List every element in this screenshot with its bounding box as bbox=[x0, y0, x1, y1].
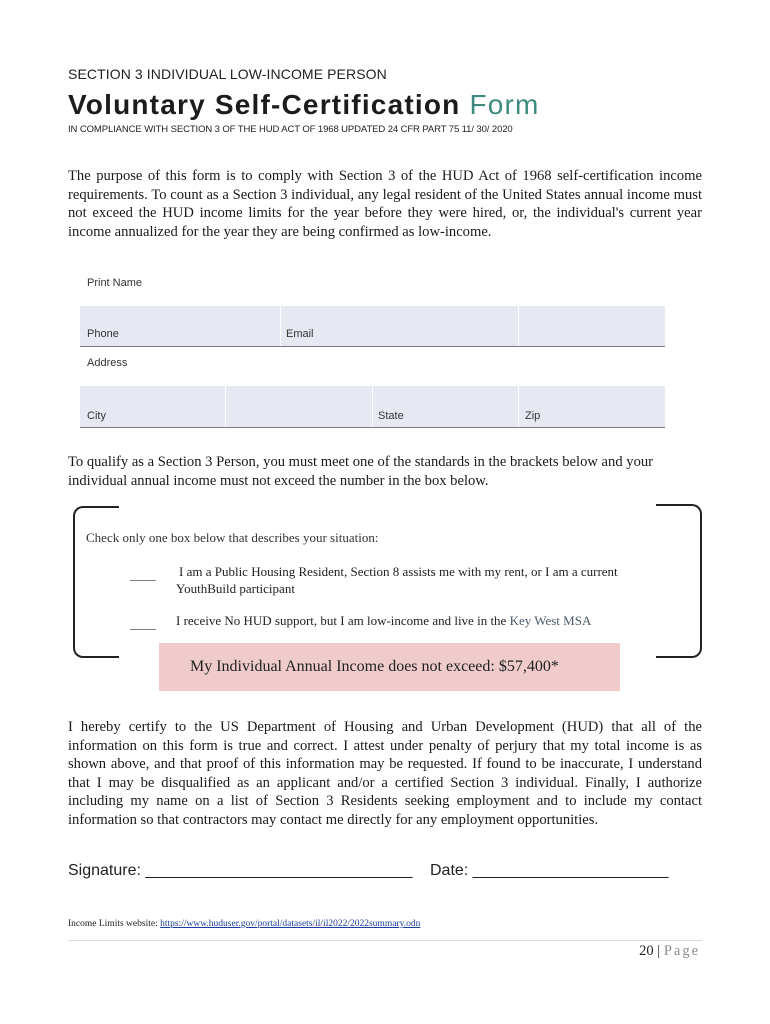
row-city-state-zip bbox=[80, 386, 665, 428]
address-label: Address bbox=[87, 357, 128, 369]
form-title bbox=[68, 89, 540, 121]
email-label: Email bbox=[286, 328, 314, 340]
purpose-paragraph: The purpose of this form is to comply with Section 3 of the HUD Act of 1968 self-certification income requirements. To count as a Section 3 individual, any legal resident of the United States annual income must not exceed the HUD income limits for the year before they were hired, or, the individual's current year income annualized for the year they are being confirmed as low-income. bbox=[68, 168, 702, 240]
form-title-accent: Form bbox=[469, 89, 540, 120]
row-phone-email bbox=[80, 306, 665, 347]
footer-divider bbox=[68, 940, 702, 941]
certification-paragraph: I hereby certify to the US Department of Housing and Urban Development (HUD) that all of the information on this form is true and correct. I attest under penalty of perjury that my total income is as shown above, and that proof of this information may be requested. If found to be inaccurate, I understand that I may be disqualified as an applicant and/or a certified Section 3 individual. Finally, I authorize including my name on a list of Section 3 Residents seeking employment and to include my contact information so that contractors may contact me directly for any employment opportunities. bbox=[68, 719, 702, 828]
page-number-separator: | bbox=[657, 943, 661, 959]
section-heading: SECTION 3 INDIVIDUAL LOW-INCOME PERSON bbox=[68, 66, 387, 82]
income-limits-note bbox=[68, 919, 420, 929]
left-bracket bbox=[73, 506, 119, 658]
zip-label: Zip bbox=[525, 410, 541, 422]
qualify-paragraph: To qualify as a Section 3 Person, you must meet one of the standards in the brackets below and your individual annual income must not exceed the number in the box below. bbox=[68, 454, 654, 489]
compliance-line: IN COMPLIANCE WITH SECTION 3 OF THE HUD ACT OF 1968 UPDATED 24 CFR PART 75 11/ 30/ 2020 bbox=[68, 124, 513, 135]
form-title-main: Voluntary Self-Certification bbox=[68, 89, 461, 120]
page-number bbox=[639, 943, 700, 960]
zip-field[interactable] bbox=[518, 386, 665, 427]
option-1-checkbox[interactable]: ____ bbox=[130, 567, 156, 582]
option-2-key-west: Key West MSA bbox=[509, 613, 592, 628]
income-limits-link[interactable]: https://www.huduser.gov/portal/datasets/il/il2022/2022summary.odn bbox=[160, 919, 421, 929]
option-2-checkbox[interactable]: ____ bbox=[130, 616, 156, 631]
signature-field[interactable]: Signature: ______________________________ bbox=[68, 862, 413, 879]
phone-label: Phone bbox=[87, 328, 119, 340]
row-address[interactable] bbox=[80, 346, 665, 387]
personal-info-table bbox=[80, 266, 665, 422]
page-number-value: 20 bbox=[639, 943, 654, 959]
income-limit-box bbox=[159, 643, 620, 691]
phone-field[interactable] bbox=[80, 306, 280, 346]
check-instruction: Check only one box below that describes your situation: bbox=[86, 530, 379, 545]
page-label: Page bbox=[663, 943, 700, 959]
city-label: City bbox=[87, 410, 106, 422]
date-field[interactable]: Date: ______________________ bbox=[430, 862, 669, 879]
state-label: State bbox=[378, 410, 404, 422]
email-field[interactable] bbox=[280, 306, 665, 346]
print-name-label: Print Name bbox=[87, 277, 143, 289]
income-limit-text: My Individual Annual Income does not exceed: $57,400* bbox=[190, 658, 559, 675]
income-limits-label: Income Limits website: bbox=[68, 919, 158, 929]
state-field[interactable] bbox=[372, 386, 518, 427]
city-field[interactable] bbox=[80, 386, 372, 427]
option-1-text: I am a Public Housing Resident, Section 8 assists me with my rent, or I am a current YouthBuild participant bbox=[176, 564, 618, 596]
row-print-name[interactable] bbox=[80, 266, 665, 307]
option-2-text-main: I receive No HUD support, but I am low-income and live in the bbox=[176, 613, 507, 628]
option-2-text bbox=[176, 613, 676, 630]
